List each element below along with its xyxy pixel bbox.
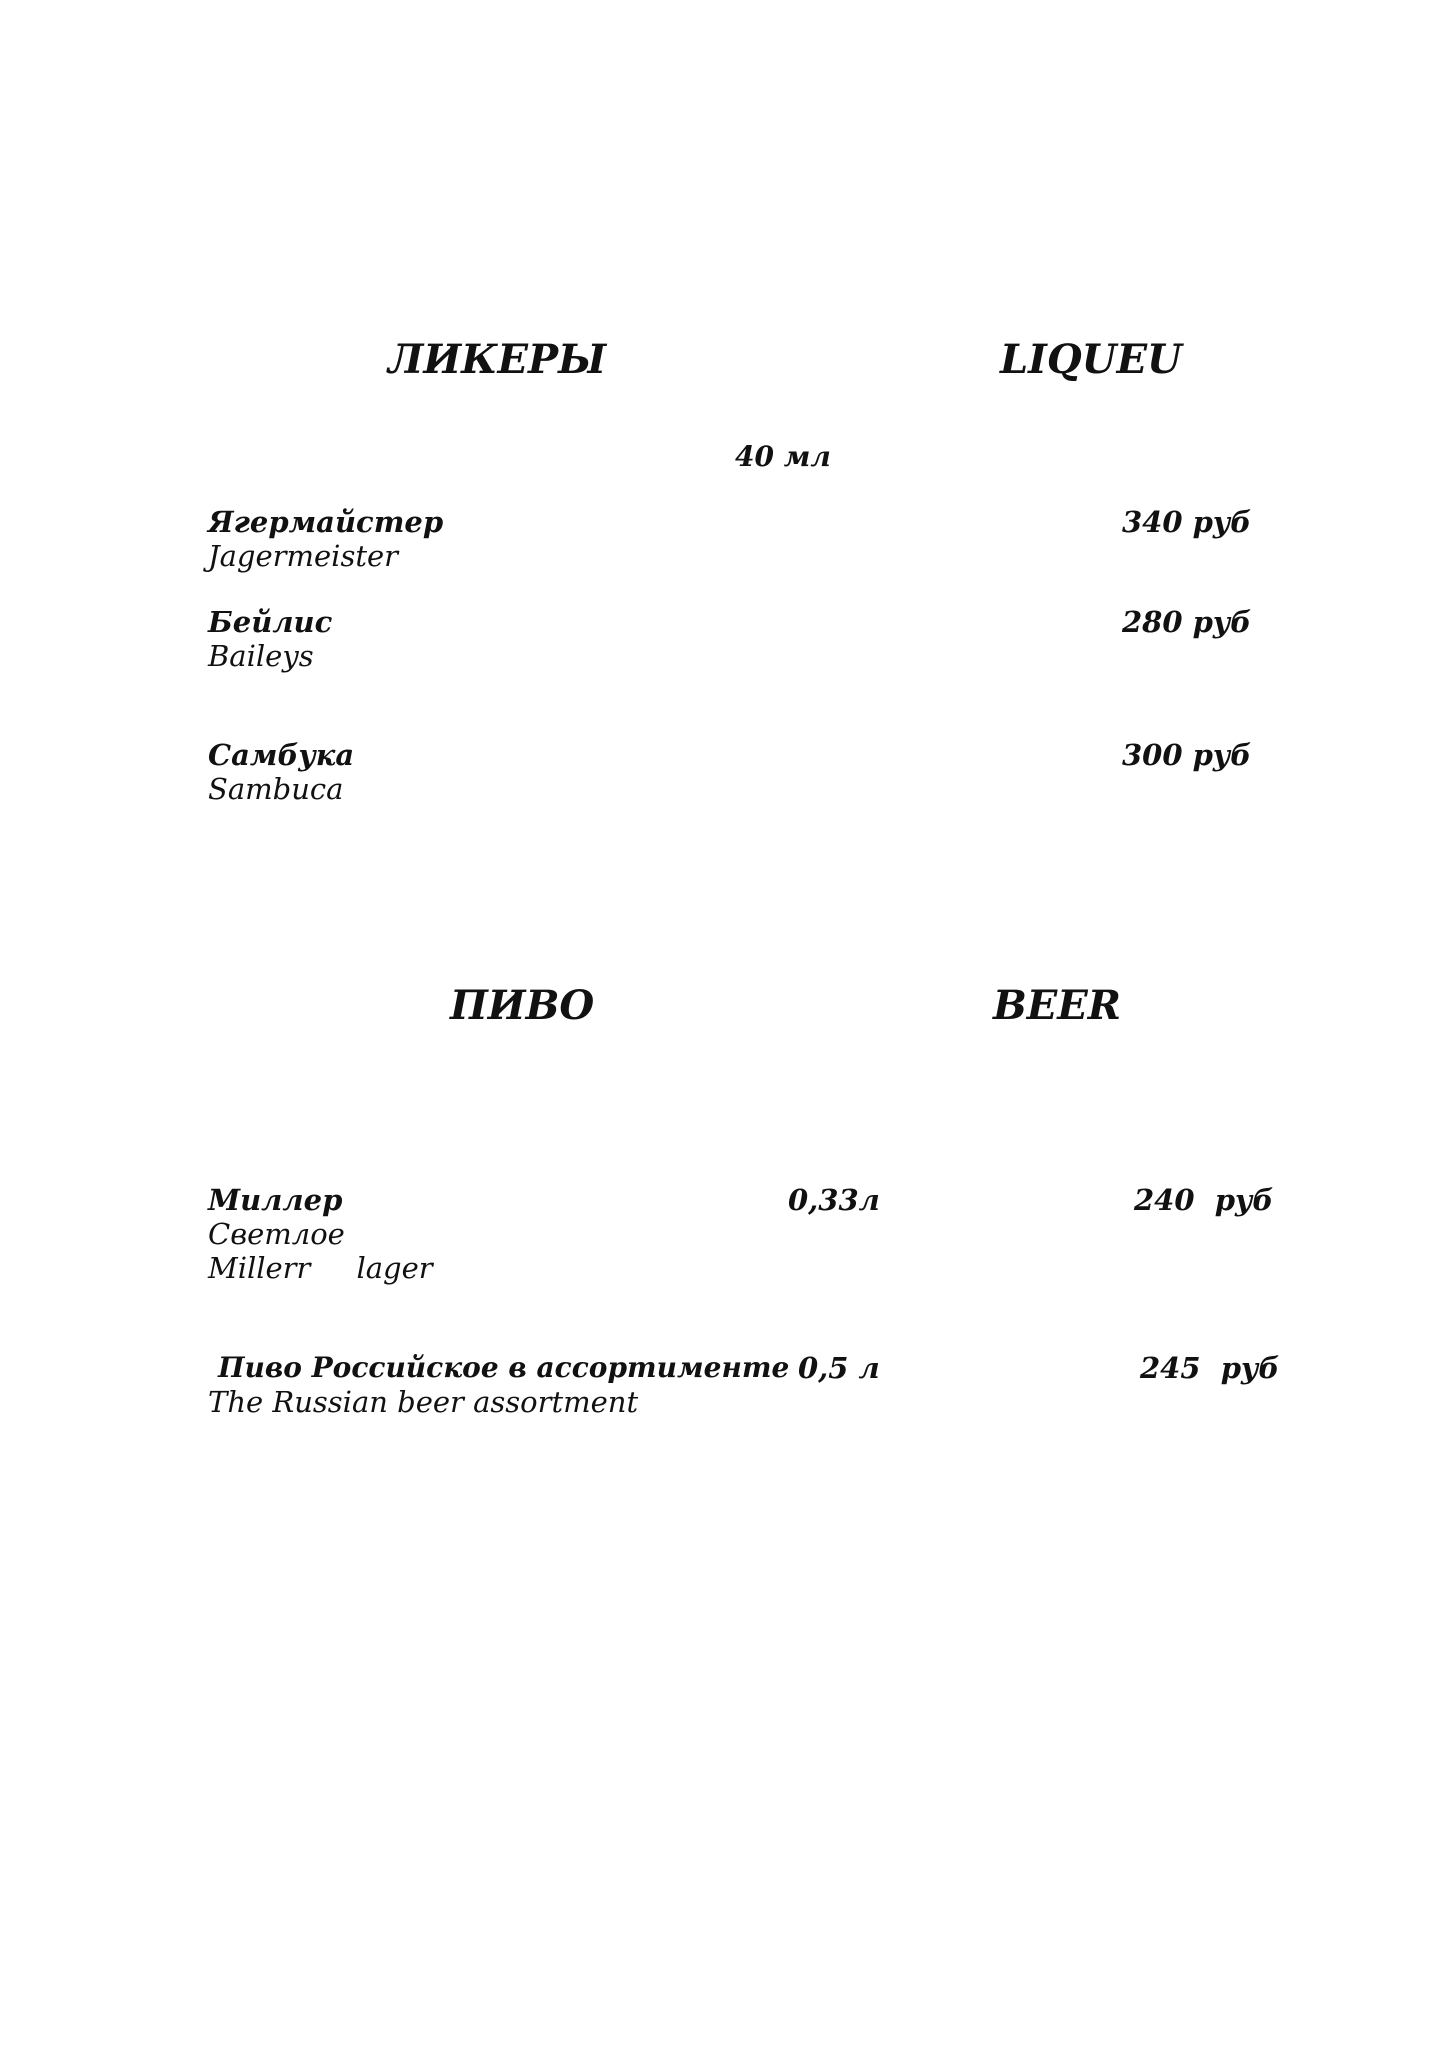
item-name-en: The Russian beer assortment bbox=[208, 1385, 639, 1419]
item-name-en: Sambuca bbox=[208, 772, 344, 806]
item-name-en: Millerr lager bbox=[208, 1251, 433, 1285]
section-title-beer-ru: ПИВО bbox=[450, 982, 595, 1029]
item-name-ru: Самбука bbox=[208, 738, 355, 772]
item-name-en: Jagermeister bbox=[208, 539, 399, 573]
item-volume: 0,5 л bbox=[798, 1351, 880, 1385]
item-name-ru: Пиво Российское в ассортименте bbox=[218, 1351, 790, 1384]
item-sub-ru: Светлое bbox=[208, 1217, 345, 1251]
item-name-en: Baileys bbox=[208, 639, 314, 673]
item-name-ru: Миллер bbox=[208, 1183, 343, 1217]
item-name-ru: Бейлис bbox=[208, 605, 333, 639]
item-name-ru: Ягермайстер bbox=[208, 505, 444, 539]
item-price: 240 руб bbox=[1134, 1183, 1274, 1217]
section-title-beer-en: BEER bbox=[993, 982, 1122, 1029]
liqueurs-volume: 40 мл bbox=[735, 440, 831, 473]
item-price: 245 руб bbox=[1140, 1351, 1280, 1385]
section-title-liqueurs-ru: ЛИКЕРЫ bbox=[388, 336, 607, 383]
item-price: 280 руб bbox=[1122, 605, 1252, 639]
item-price: 300 руб bbox=[1122, 738, 1252, 772]
section-title-liqueurs-en: LIQUEU bbox=[1000, 336, 1182, 383]
item-price: 340 руб bbox=[1122, 505, 1252, 539]
item-volume: 0,33л bbox=[788, 1183, 880, 1217]
